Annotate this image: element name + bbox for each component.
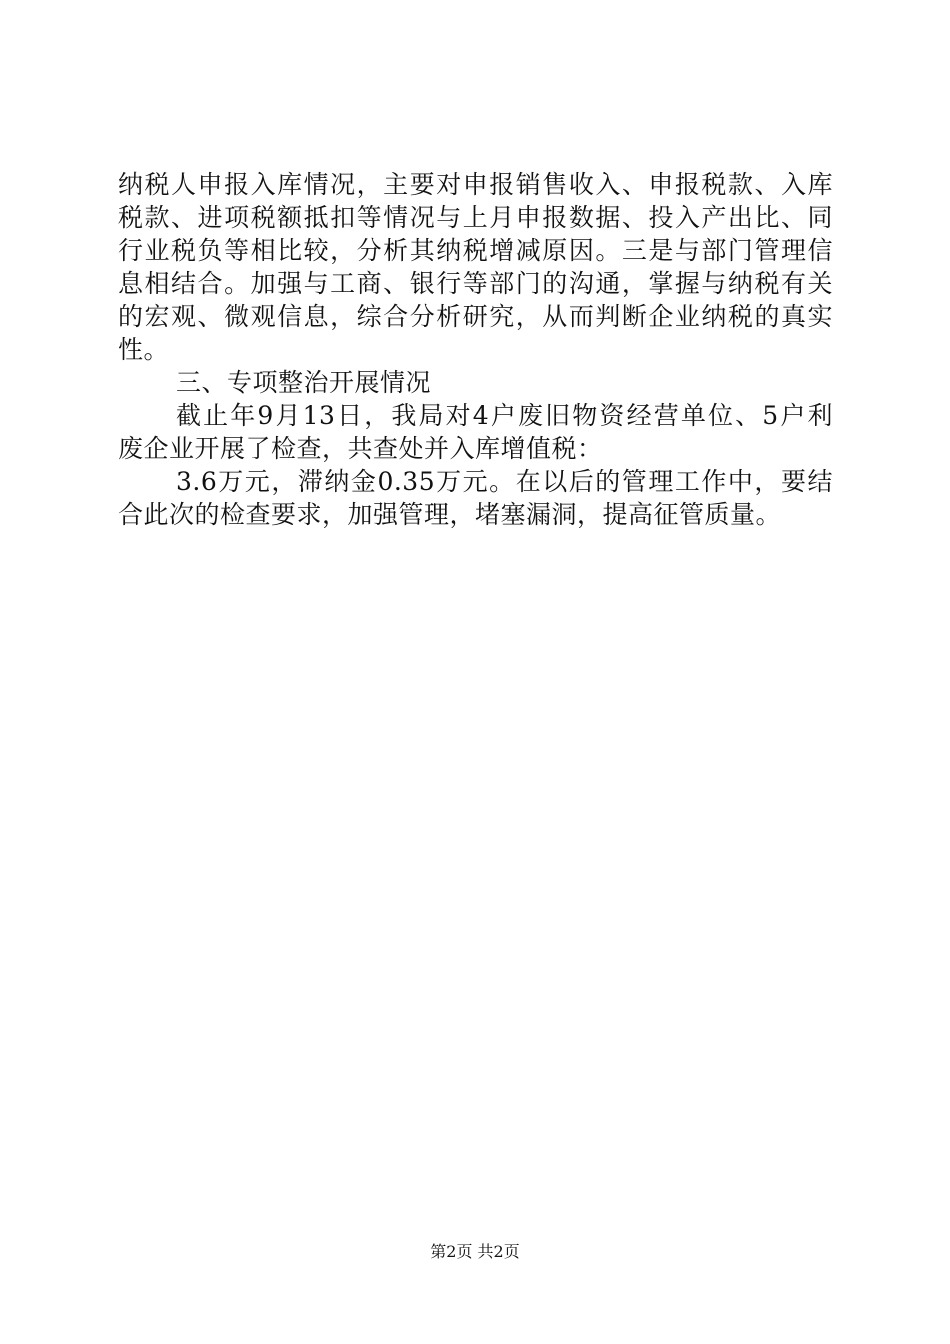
paragraph-line: 3.6万元，滞纳金0.35万元。在以后的管理工作中，要结 bbox=[176, 467, 833, 496]
paragraph-line: 纳税人申报入库情况，主要对申报销售收入、申报税款、入库 bbox=[118, 170, 833, 199]
paragraph-line: 性。 bbox=[118, 335, 170, 364]
paragraph-line: 截止年9月13日，我局对4户废旧物资经营单位、5户利 bbox=[176, 401, 833, 430]
paragraph-line: 息相结合。加强与工商、银行等部门的沟通，掌握与纳税有关 bbox=[118, 269, 833, 298]
body-text bbox=[118, 168, 833, 531]
paragraph-line: 行业税负等相比较，分析其纳税增减原因。三是与部门管理信 bbox=[118, 236, 833, 265]
paragraph-line: 税款、进项税额抵扣等情况与上月申报数据、投入产出比、同 bbox=[118, 203, 833, 232]
paragraph-line: 的宏观、微观信息，综合分析研究，从而判断企业纳税的真实 bbox=[118, 302, 833, 331]
page-footer: 第2页 共2页 bbox=[430, 1242, 520, 1261]
section-heading: 三、专项整治开展情况 bbox=[176, 368, 432, 397]
paragraph-line: 合此次的检查要求，加强管理，堵塞漏洞，提高征管质量。 bbox=[118, 500, 782, 529]
paragraph-line: 废企业开展了检查，共查处并入库增值税： bbox=[118, 434, 603, 463]
